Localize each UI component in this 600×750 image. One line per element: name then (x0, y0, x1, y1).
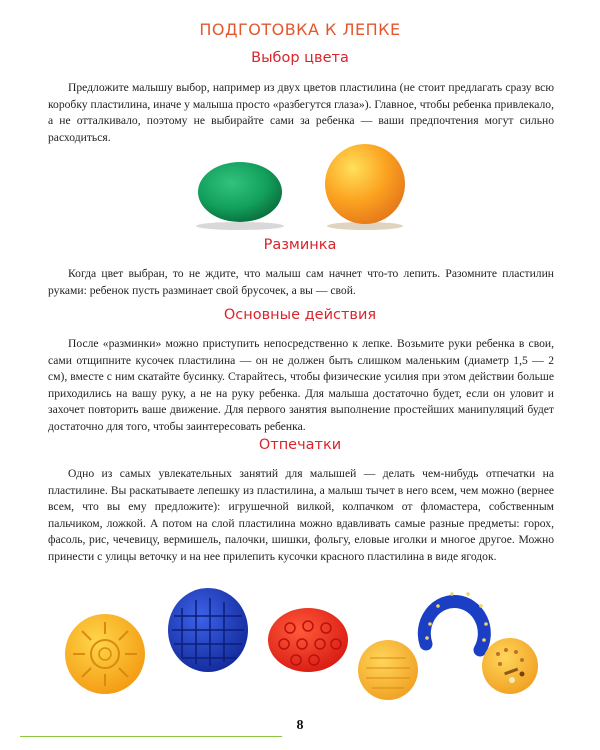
paragraph-color-choice: Предложите малышу выбор, например из двух цветов пластилина (не стоит предлагать сразу всю коробку пластилина, иначе у малыша просто «разбегутся глаза»). Главное, чтобы ребенка привлекало, а не отталкивало, поэтому не выбирайте сами за ребенка — ваши предпочтения могут сильно расходиться. (48, 81, 555, 144)
green-clay-ball (198, 162, 282, 222)
two-clay-balls-illustration (180, 140, 420, 230)
paragraph-warmup: Когда цвет выбран, то не ждите, что малыш сам начнет что-то лепить. Разомните пластилин руками: ребенок пусть разминает свой брусочек, а вы — свой. (48, 267, 554, 297)
yellow-mixed-imprint (482, 638, 538, 694)
footer-divider (20, 736, 282, 737)
section-title-main-actions: Основные действия (223, 307, 377, 323)
page-number: 8 (296, 718, 304, 733)
yellow-texture-imprint (358, 640, 418, 700)
paragraph-imprints: Одно из самых увлекательных занятий для малышей — делать чем-нибудь отпечатки на пластилине. Вы раскатываете лепешку из пластилина, а малыш тычет в него всем, чем можно (вернее всем, что вы ему предложите): игрушечной вилкой, колпачком от фломастера, собственным пальчиком, ложкой. А потом на слой пластилина можно вдавливать самые разные предметы: горох, фасоль, рис, чечевицу, вермишель, палочки, шишки, фольгу, еловые иголки и многое другое. Можно принести с улицы веточку и на нее прилепить кусочки красного пластилина в виде ягодок. (48, 467, 554, 563)
section-title-imprints: Отпечатки (258, 437, 342, 453)
chapter-title: ПОДГОТОВКА К ЛЕПКЕ (199, 20, 401, 39)
section-title-color-choice: Выбор цвета (251, 50, 349, 66)
paragraph-main-actions: После «разминки» можно приступить непосредственно к лепке. Возьмите руки ребенка в свои, сами отщипните кусочек пластилина — он не должен быть слишком маленьким (диаметр 1,5 — 2 см), вместе с ним скатайте бусинку. Старайтесь, чтобы физические усилия при этом действии больше приходились на вашу руку, а не на руку ребенка. Для малыша достаточно будет, если он уловит и захочет повторить ваше движение. Для первого занятия выполнение простейших манипуляций будет достаточно для того, чтобы заинтересовать ребенка. (48, 337, 554, 433)
blue-horseshoe-imprint (424, 592, 487, 650)
section-title-warmup: Разминка (263, 237, 337, 253)
imprint-examples-illustration (60, 572, 540, 712)
orange-clay-ball (325, 144, 405, 224)
red-dot-imprint (268, 608, 348, 672)
green-ball-shadow (196, 222, 284, 230)
blue-grid-imprint (168, 588, 248, 672)
sunflower-imprint (65, 614, 145, 694)
